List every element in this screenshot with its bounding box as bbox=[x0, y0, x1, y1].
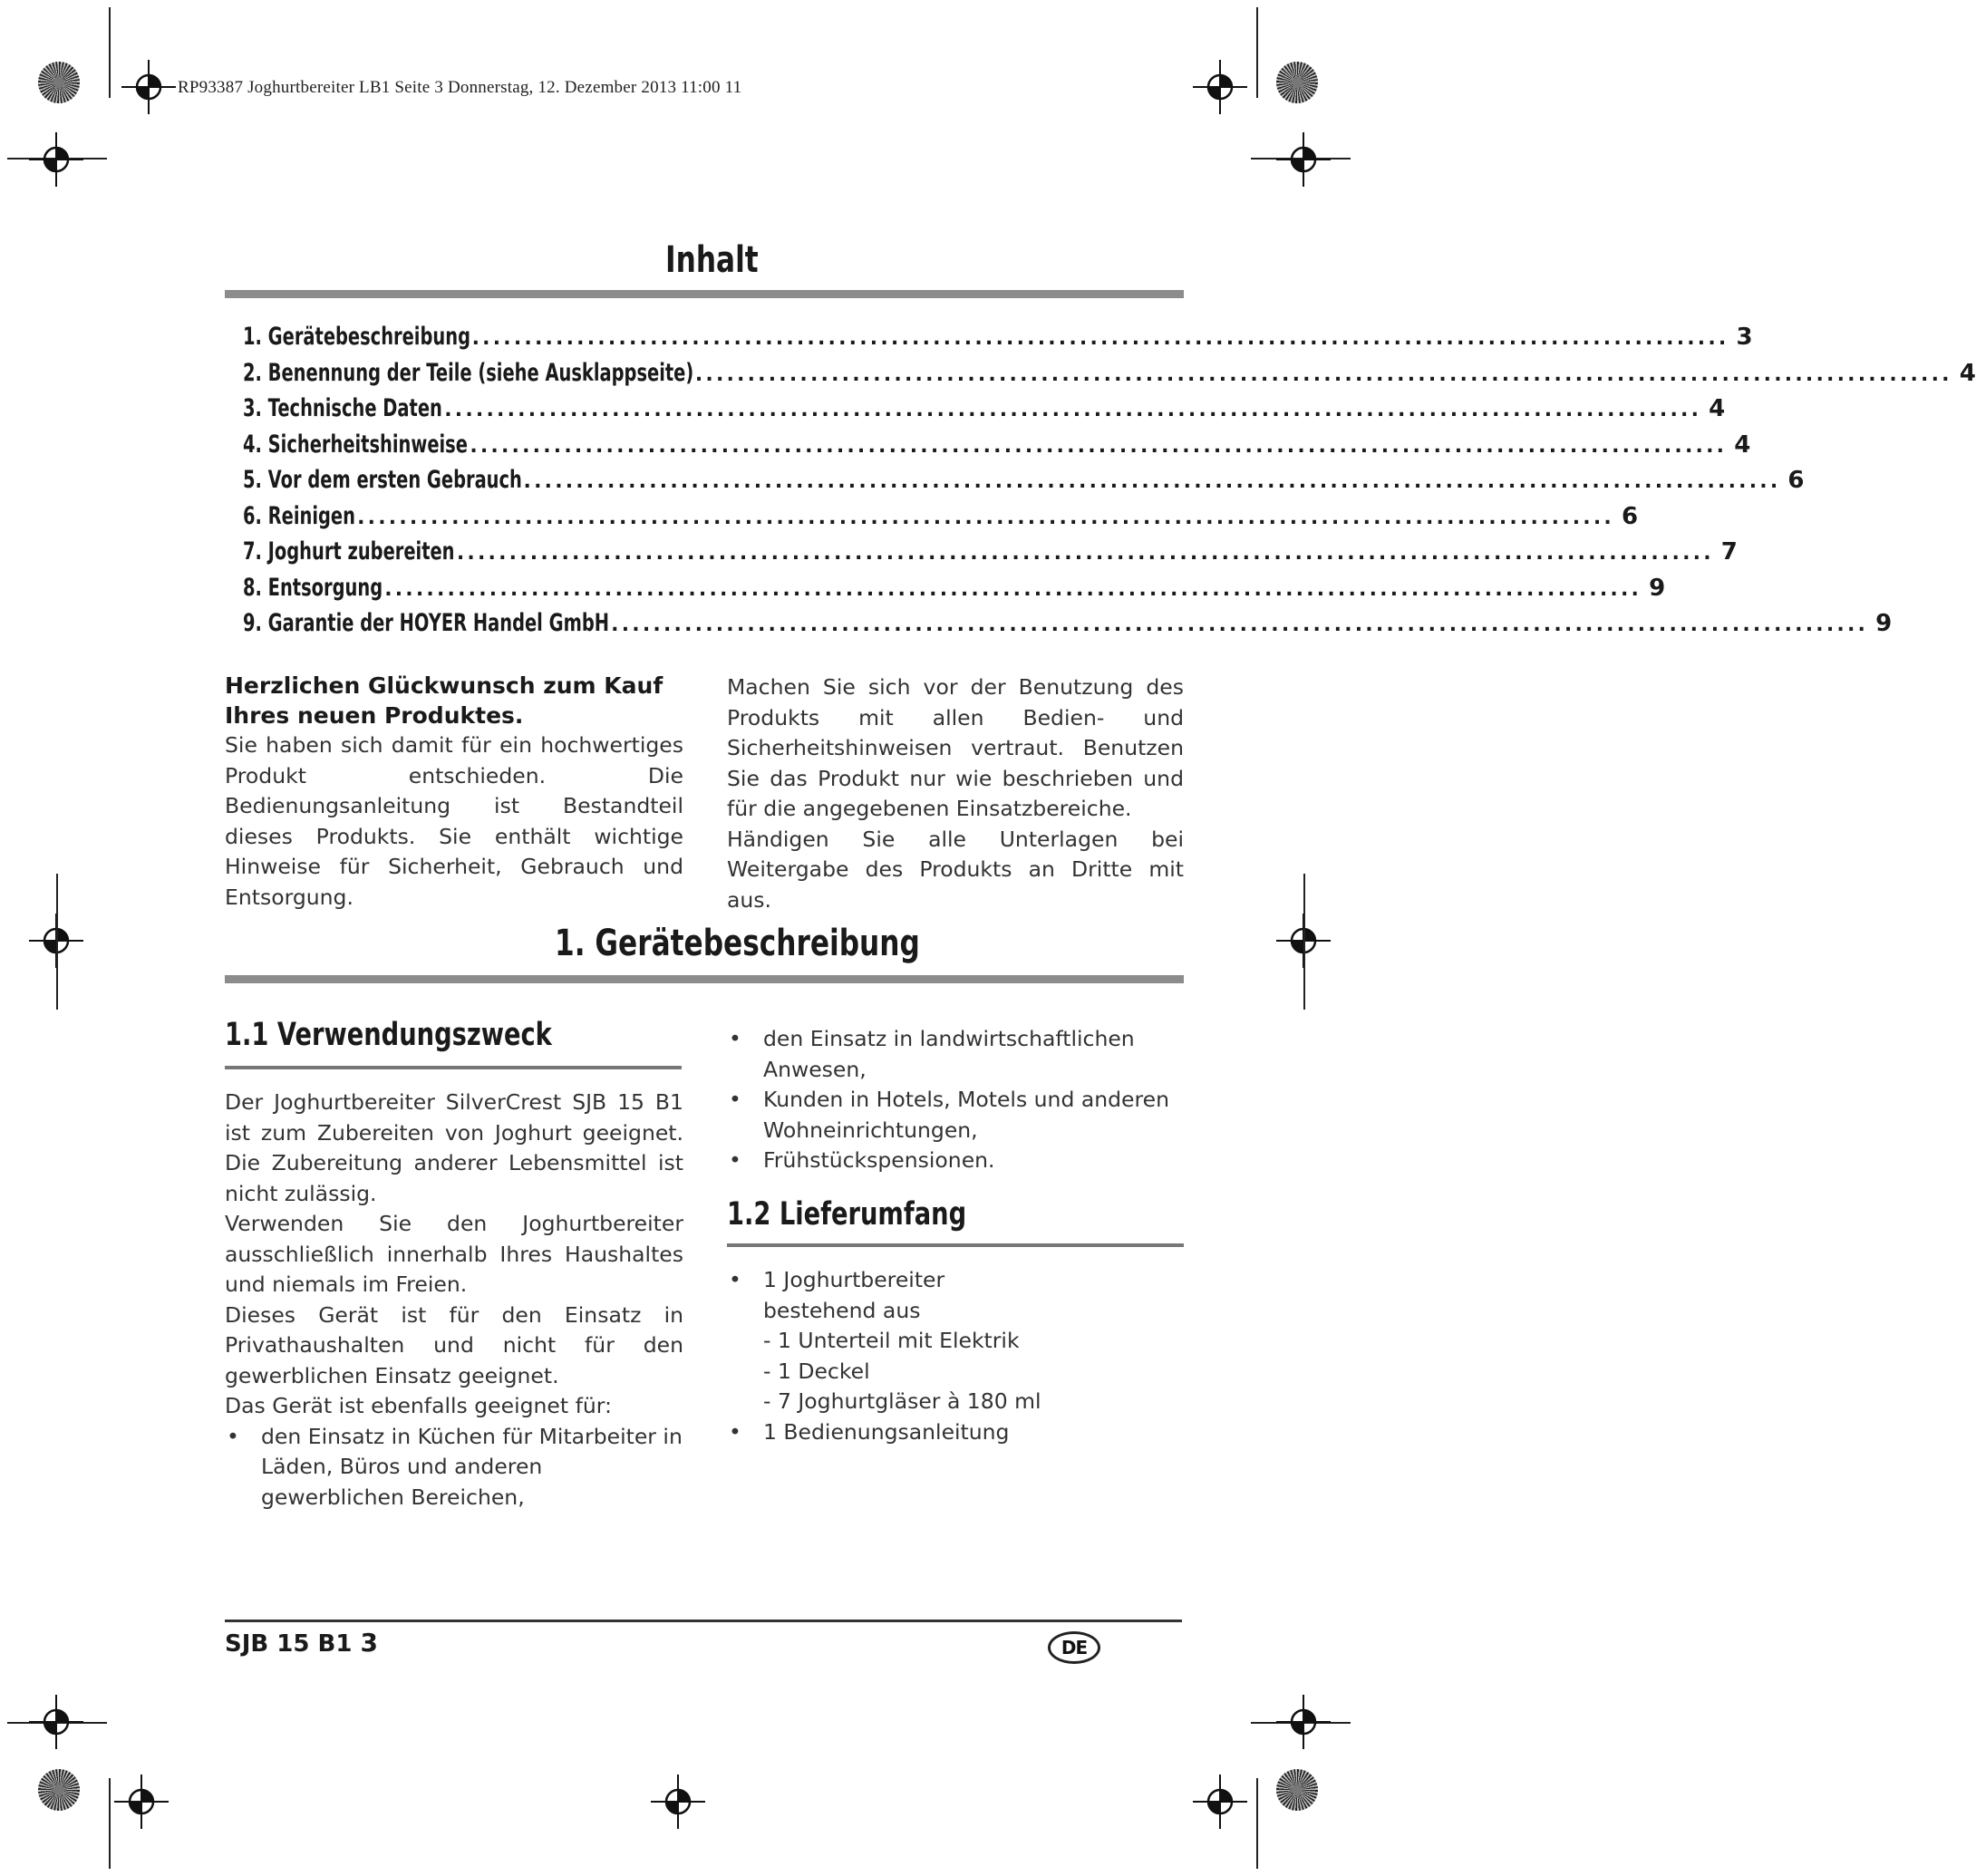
toc-leader-dots: ........................................................................................................................ bbox=[471, 327, 1729, 350]
registration-mark-icon bbox=[121, 60, 176, 114]
intro-paragraph: Sie haben sich damit für ein hochwertiges Produkt entschieden. Die Bedienungsanleitung ist Bestandteil dieses Produkts. Sie enthält wichtige Hinweise für Sicherheit, Gebrauch und Entsorgung. bbox=[225, 732, 683, 910]
usage-text-continued bbox=[727, 1024, 1195, 1176]
registration-mark-icon bbox=[29, 1695, 83, 1749]
toc-entry-title: 3. Technische Daten bbox=[243, 394, 442, 422]
toc-entry-title: 1. Gerätebeschreibung bbox=[243, 323, 470, 351]
list-item-text: Frühstückspensionen. bbox=[763, 1147, 995, 1173]
toc-entry-page: 6 bbox=[1621, 502, 1639, 530]
list-subitem: - 1 Unterteil mit Elektrik bbox=[763, 1328, 1020, 1353]
language-badge: DE bbox=[1048, 1631, 1100, 1664]
toc-leader-dots: ........................................................................................................................ bbox=[456, 542, 1714, 565]
toc-entry-page: 9 bbox=[1875, 610, 1893, 637]
section-title-rule bbox=[225, 975, 1184, 983]
registration-mark-icon bbox=[29, 132, 83, 187]
toc-entry-title: 6. Reinigen bbox=[243, 501, 355, 530]
toc-entry[interactable] bbox=[243, 466, 1805, 502]
toc-entry-title: 9. Garantie der HOYER Handel GmbH bbox=[243, 609, 610, 637]
list-item: • Frühstückspensionen. bbox=[729, 1147, 995, 1173]
toc-entry-page: 3 bbox=[1736, 324, 1753, 351]
list-item-text: 1 Joghurtbereiter bbox=[763, 1267, 945, 1292]
list-item-text: den Einsatz in Küchen für Mitarbeiter in Läden, Büros und anderen gewerblichen Bereichen, bbox=[261, 1423, 683, 1510]
toc-entry-title: 2. Benennung der Teile (siehe Ausklappseite) bbox=[243, 358, 694, 387]
toc-title: Inhalt bbox=[665, 239, 759, 281]
paragraph: Der Joghurtbereiter SilverCrest SJB 15 B1 ist zum Zubereiten von Joghurt geeignet. Die Zubereitung anderer Lebensmittel ist nicht zulässig. bbox=[225, 1089, 683, 1206]
bullet-list bbox=[225, 1422, 683, 1513]
paragraph: Verwenden Sie den Joghurtbereiter ausschließlich innerhalb Ihres Haushaltes und niemals im Freien. bbox=[225, 1211, 683, 1297]
print-job-stamp: RP93387 Joghurtbereiter LB1 Seite 3 Donnerstag, 12. Dezember 2013 11:00 11 bbox=[178, 78, 742, 97]
toc-entry-page: 7 bbox=[1720, 538, 1738, 566]
paragraph: Das Gerät ist ebenfalls geeignet für: bbox=[225, 1393, 612, 1418]
list-item: • 1 Bedienungsanleitung bbox=[729, 1418, 1010, 1445]
list-item: • Kunden in Hotels, Motels und anderen Wohneinrichtungen, bbox=[729, 1087, 1170, 1143]
table-of-contents bbox=[243, 323, 1976, 645]
list-item: • den Einsatz in landwirtschaftlichen Anwesen, bbox=[729, 1026, 1135, 1082]
toc-leader-dots: ........................................................................................................................ bbox=[611, 614, 1869, 636]
footer-model-and-page bbox=[225, 1628, 378, 1658]
usage-text bbox=[225, 1088, 683, 1513]
paragraph: Dieses Gerät ist für den Einsatz in Privathaushalten und nicht für den gewerblichen Einsatz geeignet. bbox=[225, 1301, 683, 1388]
subsection-rule bbox=[225, 1066, 682, 1069]
toc-entry[interactable] bbox=[243, 394, 1726, 430]
toc-leader-dots: ........................................................................................................................ bbox=[444, 399, 1702, 421]
toc-leader-dots: ........................................................................................................................ bbox=[470, 434, 1728, 458]
scope-of-delivery bbox=[727, 1265, 1184, 1447]
toc-entry[interactable] bbox=[243, 501, 1639, 538]
intro-heading: Herzlichen Glückwunsch zum Kauf Ihres neuen Produktes. bbox=[225, 672, 664, 729]
list-item-text: Kunden in Hotels, Motels und anderen Wohneinrichtungen, bbox=[763, 1087, 1170, 1143]
page-number: 3 bbox=[360, 1628, 378, 1658]
color-bar-rosette-icon bbox=[38, 62, 80, 103]
toc-leader-dots: ........................................................................................................................ bbox=[523, 470, 1781, 493]
bullet-list bbox=[727, 1024, 1195, 1176]
subsection-title: 1.1 Verwendungszweck bbox=[225, 1017, 552, 1053]
list-item-text: den Einsatz in landwirtschaftlichen Anwesen, bbox=[763, 1026, 1135, 1082]
registration-mark-icon bbox=[1193, 60, 1247, 114]
color-bar-rosette-icon bbox=[1276, 62, 1318, 103]
toc-title-rule bbox=[225, 290, 1184, 298]
intro-right-column bbox=[727, 672, 1184, 915]
toc-leader-dots: ........................................................................................................................ bbox=[694, 363, 1952, 386]
registration-mark-icon bbox=[651, 1774, 705, 1829]
footer-model: SJB 15 B1 bbox=[225, 1630, 353, 1658]
toc-entry[interactable] bbox=[243, 430, 1751, 467]
color-bar-rosette-icon bbox=[1276, 1769, 1318, 1811]
toc-entry-title: 5. Vor dem ersten Gebrauch bbox=[243, 466, 522, 494]
bullet-list bbox=[727, 1417, 1184, 1448]
toc-entry-page: 4 bbox=[1959, 359, 1976, 387]
list-subitem: - 7 Joghurtgläser à 180 ml bbox=[763, 1388, 1041, 1414]
toc-entry-title: 8. Entsorgung bbox=[243, 573, 383, 602]
intro-paragraph: Händigen Sie alle Unterlagen bei Weitergabe des Produkts an Dritte mit aus. bbox=[727, 826, 1184, 913]
registration-mark-icon bbox=[1193, 1774, 1247, 1829]
list-item: • den Einsatz in Küchen für Mitarbeiter in Läden, Büros und anderen gewerblichen Bereichen, bbox=[227, 1423, 683, 1510]
toc-entry[interactable] bbox=[243, 537, 1738, 574]
toc-entry-page: 4 bbox=[1734, 430, 1751, 459]
toc-entry-page: 6 bbox=[1787, 467, 1805, 494]
toc-entry[interactable] bbox=[243, 323, 1753, 359]
list-item: • 1 Joghurtbereiter bbox=[729, 1267, 945, 1292]
subsection-rule bbox=[727, 1243, 1184, 1247]
footer-rule bbox=[225, 1620, 1182, 1622]
toc-leader-dots: ........................................................................................................................ bbox=[384, 577, 1642, 601]
intro-paragraph: Machen Sie sich vor der Benutzung des Produkts mit allen Bedien- und Sicherheitshinweisen vertraut. Benutzen Sie das Produkt nur wie beschrieben und für die angegebenen Einsatzbereiche. bbox=[727, 674, 1184, 821]
subsection-title: 1.2 Lieferumfang bbox=[727, 1196, 967, 1233]
registration-mark-icon bbox=[1276, 132, 1331, 187]
toc-entry[interactable] bbox=[243, 358, 1976, 395]
intro-left-column bbox=[225, 671, 683, 913]
color-bar-rosette-icon bbox=[38, 1769, 80, 1811]
registration-mark-icon bbox=[114, 1774, 169, 1829]
toc-entry-title: 4. Sicherheitshinweise bbox=[243, 430, 468, 459]
toc-entry-page: 4 bbox=[1709, 395, 1726, 422]
toc-leader-dots: ........................................................................................................................ bbox=[357, 506, 1614, 529]
list-item-subtext: bestehend aus bbox=[763, 1297, 921, 1323]
registration-mark-icon bbox=[1276, 1695, 1331, 1749]
toc-entry-page: 9 bbox=[1649, 574, 1666, 602]
bullet-list bbox=[727, 1265, 1184, 1296]
toc-entry[interactable] bbox=[243, 609, 1893, 645]
list-subitem: - 1 Deckel bbox=[763, 1358, 870, 1384]
list-item-text: 1 Bedienungsanleitung bbox=[763, 1418, 1010, 1445]
toc-entry-title: 7. Joghurt zubereiten bbox=[243, 537, 455, 566]
toc-entry[interactable] bbox=[243, 573, 1666, 610]
section-title: 1. Gerätebeschreibung bbox=[555, 923, 920, 964]
